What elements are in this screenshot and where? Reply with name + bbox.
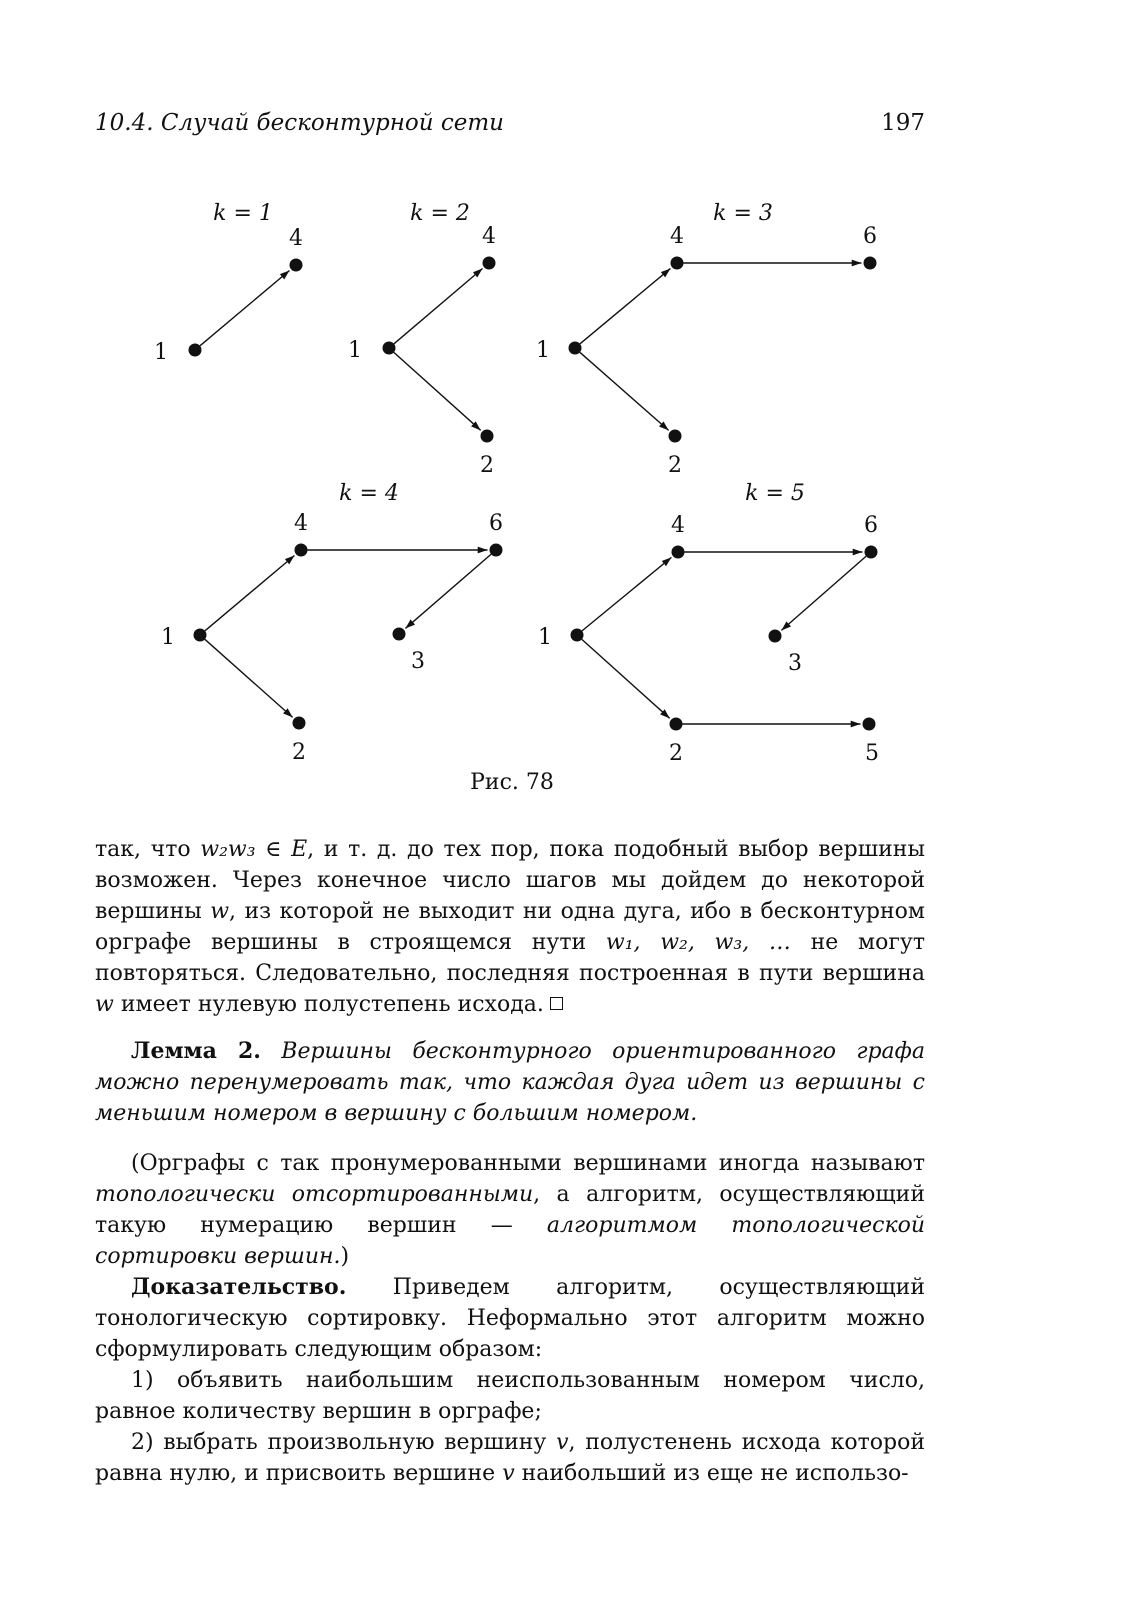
node-6 [864, 257, 877, 270]
arc-1-4 [205, 555, 295, 630]
arc-1-2 [205, 639, 293, 717]
term-algorithm: алгоритмом топологической сортировки вершин. [95, 1213, 925, 1269]
node-label: 1 [348, 338, 362, 363]
node-4 [295, 544, 308, 557]
node-label: 1 [161, 625, 175, 650]
step-1: 1) объявить наибольшим неиспользованным номером число, равное количеству вершин в орграфе; [95, 1368, 925, 1424]
node-label: 1 [536, 338, 550, 363]
node-2 [481, 430, 494, 443]
node-label: 4 [289, 226, 303, 251]
node-5 [863, 718, 876, 731]
node-6 [865, 546, 878, 559]
node-4 [671, 257, 684, 270]
node-label: 1 [538, 625, 552, 650]
figure-78 [0, 180, 1024, 780]
node-label: 2 [669, 741, 683, 766]
paragraph-proof: Доказательство. Приведем алгоритм, осуществляющий тонологическую сортировку. Неформально этот алгоритм можно сформулировать следующим образом: [95, 1274, 925, 1362]
node-label: 2 [668, 453, 682, 478]
node-label: 3 [788, 651, 802, 676]
running-header [95, 110, 925, 142]
node-label: 3 [411, 649, 425, 674]
node-3 [393, 628, 406, 641]
section-title: 10.4. Случай бесконтурной сети [95, 110, 504, 136]
node-label: 6 [864, 513, 878, 538]
arc-1-2 [580, 352, 669, 430]
panel-label: k = 4 [339, 481, 399, 506]
node-label: 4 [670, 224, 684, 249]
math-inline: w₂w₃ ∈ E [200, 837, 308, 862]
body-text [95, 1148, 925, 1489]
node-4 [483, 257, 496, 270]
node-1 [569, 342, 582, 355]
node-label: 4 [482, 224, 496, 249]
arc-1-2 [582, 639, 670, 718]
node-label: 2 [480, 453, 494, 478]
arc-6-3 [781, 556, 866, 630]
node-1 [383, 342, 396, 355]
node-4 [672, 546, 685, 559]
arc-1-4 [200, 270, 290, 345]
node-1 [189, 344, 202, 357]
math-inline: w₁, w₂, w₃, … [605, 930, 791, 955]
math-inline: w [210, 899, 230, 924]
arc-1-4 [394, 269, 483, 344]
qed-square-icon [550, 997, 563, 1010]
proof-title: Доказательство. [131, 1274, 347, 1300]
node-2 [669, 430, 682, 443]
node-label: 4 [294, 511, 308, 536]
math-inline: w [95, 992, 114, 1017]
lemma-title: Лемма 2. [131, 1038, 261, 1064]
panel-label: k = 3 [713, 201, 773, 226]
figure-caption: Рис. 78 [470, 770, 554, 795]
node-3 [769, 630, 782, 643]
node-label: 4 [671, 513, 685, 538]
arc-1-4 [582, 557, 671, 630]
term-topological: топологически отсортированными [95, 1182, 534, 1207]
node-label: 6 [863, 224, 877, 249]
panel-label: k = 1 [213, 201, 273, 226]
lemma-statement: Вершины бесконтурного ориентированного графа можно перенумеровать так, что каждая дуга идет из вершины с меньшим номером в вершину с большим номером. [95, 1039, 925, 1126]
lemma-2 [95, 1036, 925, 1129]
node-label: 6 [489, 511, 503, 536]
node-1 [571, 629, 584, 642]
paragraph-continuation: так, что w₂w₃ ∈ E, и т. д. до тех пор, пока подобный выбор вершины возможен. Через конечное число шагов мы дойдем до некоторой вершины w, из которой не выходит ни одна дуга, ибо в бесконтурном орграфе вершины в строящемся нути w₁, w₂, w₃, … не могут повторяться. Следовательно, последняя построенная в пути вершина w имеет нулевую полустепень исхода. [95, 837, 925, 1017]
panel-label: k = 5 [745, 481, 805, 506]
arc-1-4 [580, 268, 670, 343]
panel-label: k = 2 [410, 201, 470, 226]
step-2: 2) выбрать произвольную вершину v, полустенень исхода которой равна нулю, и присвоить вершине v наибольший из еще не использо- [95, 1430, 925, 1486]
paragraph-remark: (Орграфы с так пронумерованными вершинами иногда называют топологически отсортированными, а алгоритм, осуществляющий такую нумерацию вершин — алгоритмом топологической сортировки вершин.) [95, 1151, 926, 1269]
node-label: 2 [292, 740, 306, 765]
node-2 [293, 717, 306, 730]
arc-1-2 [394, 352, 481, 430]
node-1 [194, 629, 207, 642]
node-4 [290, 259, 303, 272]
node-label: 5 [865, 741, 879, 766]
node-2 [670, 718, 683, 731]
arc-6-3 [405, 554, 491, 628]
page-number: 197 [881, 110, 925, 136]
node-6 [490, 544, 503, 557]
node-label: 1 [154, 340, 168, 365]
